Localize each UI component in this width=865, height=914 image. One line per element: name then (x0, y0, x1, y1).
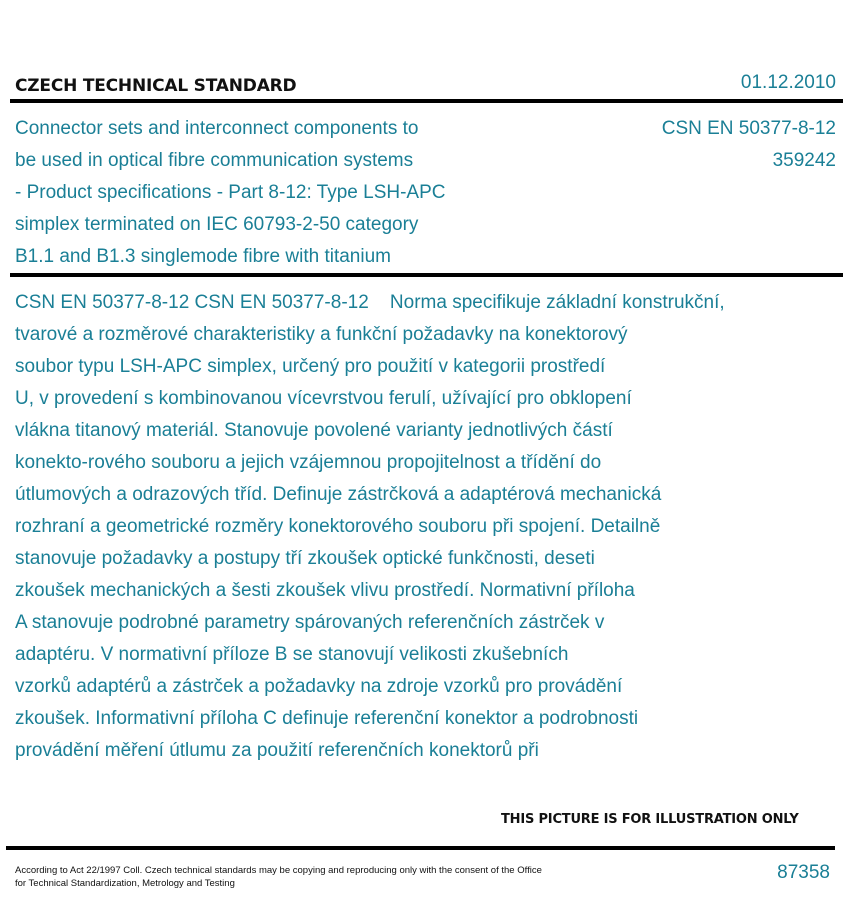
abstract-line: konekto-rového souboru a jejich vzájemnou propojitelnost a třídění do (15, 452, 602, 473)
legal-notice (15, 864, 595, 890)
title-line: - Product specifications - Part 8-12: Type LSH-APC (15, 182, 446, 203)
footer-divider (6, 846, 835, 850)
abstract-line: U, v provedení s kombinovanou vícevrstvou ferulí, užívající pro obklopení (15, 388, 632, 409)
abstract-line: vlákna titanový materiál. Stanovuje povolené varianty jednotlivých částí (15, 420, 613, 441)
catalog-number: 359242 (772, 150, 836, 171)
standard-date: 01.12.2010 (740, 72, 836, 93)
legal-line: According to Act 22/1997 Coll. Czech technical standards may be copying and reproducing only with the consent of the Office (15, 865, 542, 876)
standard-code: CSN EN 50377-8-12 (661, 118, 836, 139)
abstract-line: A stanovuje podrobné parametry spárovaných referenčních zástrček v (15, 612, 605, 633)
abstract-line: tvarové a rozměrové charakteristiky a funkční požadavky na konektorový (15, 324, 628, 345)
title-line: be used in optical fibre communication systems (15, 150, 414, 171)
title-line: B1.1 and B1.3 singlemode fibre with titanium (15, 246, 391, 267)
illustration-notice: THIS PICTURE IS FOR ILLUSTRATION ONLY (501, 812, 799, 827)
abstract-line: zkoušek mechanických a šesti zkoušek vlivu prostředí. Normativní příloha (15, 580, 635, 601)
standard-header-title: CZECH TECHNICAL STANDARD (15, 76, 297, 96)
document-id: 87358 (777, 862, 830, 883)
header-divider (10, 99, 843, 103)
abstract-line: soubor typu LSH-APC simplex, určený pro použití v kategorii prostředí (15, 356, 606, 377)
abstract-line: provádění měření útlumu za použití referenčních konektorů při (15, 740, 539, 761)
abstract-line: adaptéru. V normativní příloze B se stanovují velikosti zkušebních (15, 644, 569, 665)
abstract-line: CSN EN 50377-8-12 CSN EN 50377-8-12 Norma specifikuje základní konstrukční, (15, 292, 725, 313)
legal-line: for Technical Standardization, Metrology and Testing (15, 878, 235, 889)
abstract-line: stanovuje požadavky a postupy tří zkoušek optické funkčnosti, deseti (15, 548, 595, 569)
abstract-line: zkoušek. Informativní příloha C definuje referenční konektor a podrobnosti (15, 708, 639, 729)
title-line: Connector sets and interconnect components to (15, 118, 419, 139)
title-line: simplex terminated on IEC 60793-2-50 category (15, 214, 419, 235)
abstract-line: útlumových a odrazových tříd. Definuje zástrčková a adaptérová mechanická (15, 484, 662, 505)
document-codes (662, 113, 836, 177)
abstract-line: rozhraní a geometrické rozměry konektorového souboru při spojení. Detailně (15, 516, 661, 537)
abstract-line: vzorků adaptérů a zástrček a požadavky na zdroje vzorků pro provádění (15, 676, 623, 697)
document-title (15, 113, 555, 273)
title-divider (10, 273, 843, 277)
document-abstract (15, 287, 845, 767)
